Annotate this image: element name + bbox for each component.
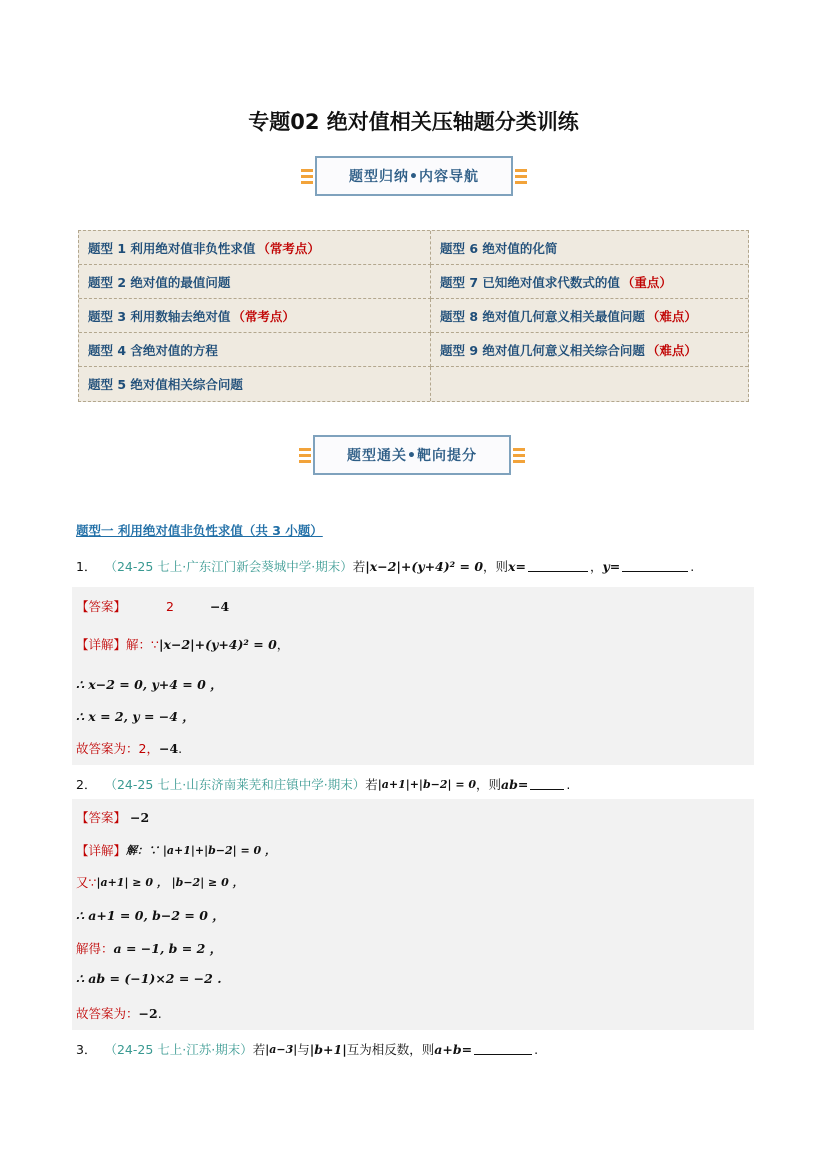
section-heading-1[interactable]: 题型一 利用绝对值非负性求值（共 3 小题） <box>76 523 323 538</box>
final-answer-line <box>76 1004 162 1022</box>
final-value: −4 <box>158 740 179 756</box>
detail-tag: 【详解】 <box>76 637 127 652</box>
nav-item[interactable]: 题型 9 绝对值几何意义相关综合问题 （难点） <box>431 333 748 367</box>
topic-nav-table <box>78 230 749 402</box>
detail-text: 解：∵ <box>126 637 159 652</box>
question-1 <box>76 557 694 575</box>
question-text: 若 <box>352 559 366 574</box>
answer-blank[interactable] <box>622 560 688 572</box>
final-label: 故答案为： <box>76 741 139 756</box>
question-source: （24-25 七上·江苏·期末） <box>104 1042 253 1057</box>
question-text: 与 <box>297 1042 310 1057</box>
detail-expression: |x−2|+(y+4)² = 0 <box>158 636 277 652</box>
nav-item[interactable]: 题型 3 利用数轴去绝对值 （常考点） <box>79 299 431 333</box>
question-number: 2． <box>76 777 97 792</box>
final-label: 故答案为： <box>76 1006 139 1021</box>
banner-decoration-left <box>301 167 313 185</box>
answer-value: −2 <box>130 809 150 825</box>
answer-value: −4 <box>209 598 230 614</box>
question-3 <box>76 1040 538 1058</box>
question-text: ，则 <box>483 559 509 574</box>
answer-blank[interactable] <box>474 1043 532 1055</box>
answer-box-1 <box>72 587 754 765</box>
final-end: . <box>178 740 183 756</box>
content-nav-banner <box>303 156 525 196</box>
question-expression: |a−3| <box>265 1042 298 1056</box>
question-var: ab <box>501 776 518 792</box>
detail-text: 解：∵ |a+1|+|b−2| = 0 ， <box>126 844 276 857</box>
nav-item[interactable]: 题型 6 绝对值的化简 <box>431 231 748 265</box>
nav-item[interactable]: 题型 4 含绝对值的方程 <box>79 333 431 367</box>
answer-line <box>76 597 229 615</box>
step-line: ∴ ab = (−1)×2 = −2 . <box>76 971 222 986</box>
question-source: （24-25 七上·广东江门新会葵城中学·期末） <box>104 559 353 574</box>
question-text: . <box>566 776 571 792</box>
nav-item[interactable]: 题型 5 绝对值相关综合问题 <box>79 367 431 401</box>
step-line: ∴ x = 2, y = −4 ， <box>76 709 195 724</box>
step-label: 解得： <box>76 941 114 956</box>
banner-label: 题型通关•靶向提分 <box>313 435 511 475</box>
answer-tag: 【答案】 <box>76 810 127 825</box>
step-line <box>76 873 244 891</box>
question-text: ， <box>589 559 603 574</box>
question-number: 1． <box>76 559 97 574</box>
step-label: 又∵ <box>76 875 97 890</box>
question-number: 3． <box>76 1042 97 1057</box>
question-expression: |a+1|+|b−2| = 0 <box>377 777 477 791</box>
step-text: a = −1, b = 2 ， <box>113 941 223 956</box>
answer-blank[interactable] <box>530 778 564 790</box>
answer-line <box>76 808 149 826</box>
question-eq: = <box>461 1041 473 1057</box>
question-text: . <box>690 558 695 574</box>
question-expression: |x−2|+(y+4)² = 0 <box>365 558 484 574</box>
answer-blank[interactable] <box>528 560 588 572</box>
question-text: 若 <box>365 777 378 792</box>
final-value: −2 <box>138 1005 158 1021</box>
page-title: 专题02 绝对值相关压轴题分类训练 <box>248 110 579 134</box>
question-var-y: y= <box>602 558 621 574</box>
question-text: ，则 <box>476 777 502 792</box>
step-line: ∴ x−2 = 0, y+4 = 0 ， <box>76 677 223 692</box>
question-var-x: x= <box>508 558 526 574</box>
answer-value: 2 <box>166 598 174 614</box>
banner-decoration-right <box>515 167 527 185</box>
nav-item[interactable]: 题型 1 利用绝对值非负性求值 （常考点） <box>79 231 431 265</box>
question-text: 互为相反数，则 <box>346 1042 435 1057</box>
answer-box-2 <box>72 799 754 1030</box>
question-2 <box>76 775 570 793</box>
detail-line <box>76 841 276 859</box>
practice-banner <box>301 435 523 475</box>
step-line: ∴ a+1 = 0, b−2 = 0 ， <box>76 908 225 923</box>
answer-tag: 【答案】 <box>76 599 127 614</box>
final-answer-line <box>76 739 182 757</box>
question-text: . <box>534 1041 539 1057</box>
question-source: （24-25 七上·山东济南莱芜和庄镇中学·期末） <box>104 777 366 792</box>
final-sep: ， <box>146 741 159 756</box>
final-end: . <box>157 1005 162 1021</box>
nav-item[interactable]: 题型 8 绝对值几何意义相关最值问题 （难点） <box>431 299 748 333</box>
question-text: 若 <box>252 1042 266 1057</box>
detail-line <box>76 635 289 653</box>
question-eq: = <box>517 776 529 792</box>
question-expression: |b+1| <box>309 1041 347 1057</box>
nav-item-empty <box>431 367 748 401</box>
nav-item[interactable]: 题型 2 绝对值的最值问题 <box>79 265 431 299</box>
question-var: a+b <box>434 1041 462 1057</box>
banner-decoration-left <box>299 446 311 464</box>
nav-item[interactable]: 题型 7 已知绝对值求代数式的值 （重点） <box>431 265 748 299</box>
step-line <box>76 939 222 957</box>
detail-tag: 【详解】 <box>76 843 127 858</box>
banner-decoration-right <box>513 446 525 464</box>
banner-label: 题型归纳•内容导航 <box>315 156 513 196</box>
step-text: |a+1| ≥ 0 ， |b−2| ≥ 0 ， <box>96 876 244 889</box>
final-value: 2 <box>138 740 147 756</box>
detail-text: ， <box>276 637 290 652</box>
